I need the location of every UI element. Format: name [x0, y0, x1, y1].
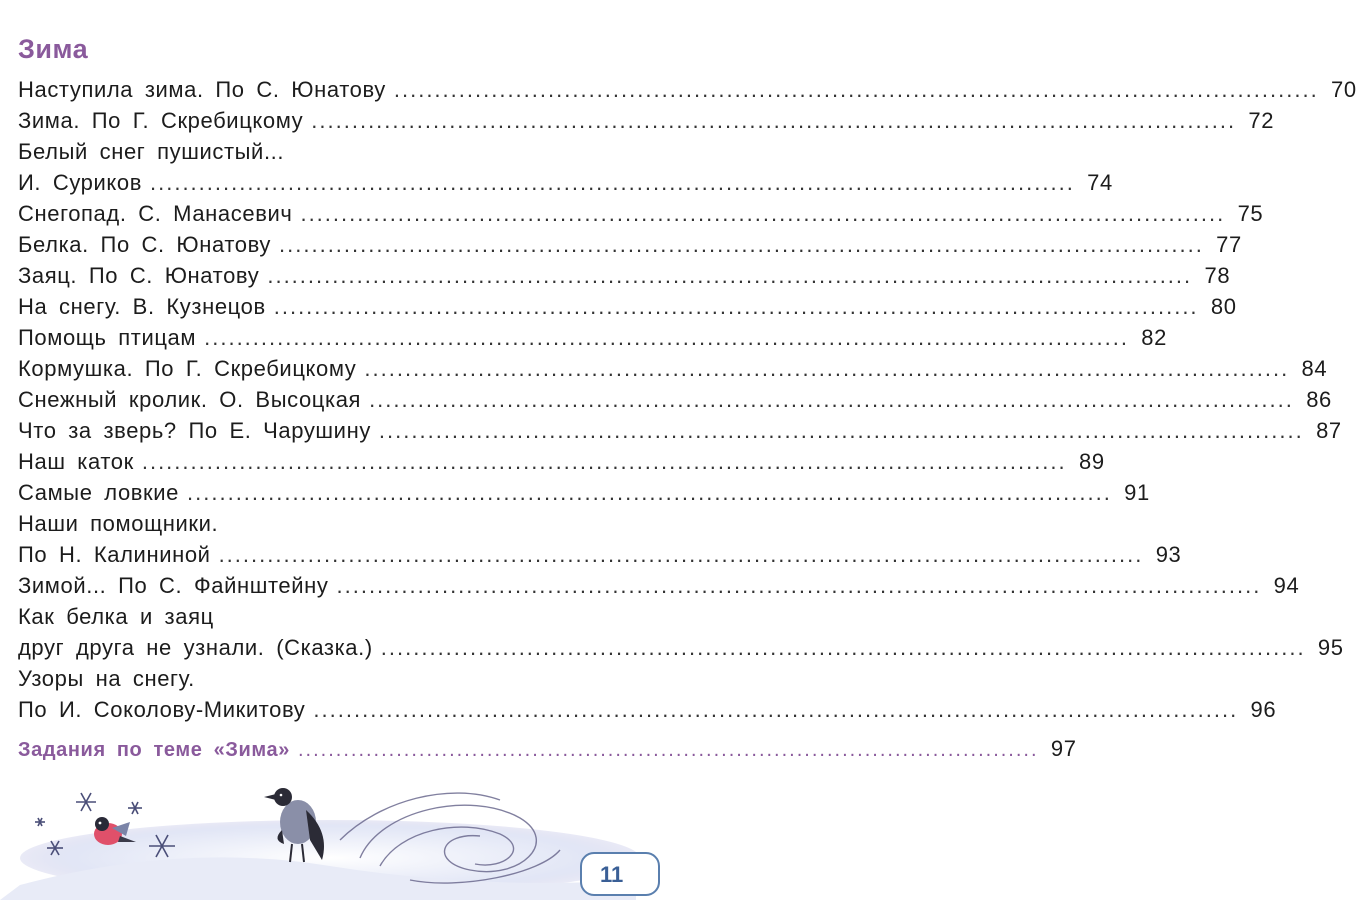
tasks-label: Задания по теме «Зима» — [18, 739, 290, 761]
dot-leader: .................................................................................................................. — [267, 263, 1193, 288]
dot-leader: .................................................................................................................. — [300, 201, 1226, 226]
toc-entry[interactable] — [18, 291, 1237, 322]
dot-leader: .................................................................................................................. — [369, 387, 1294, 412]
dot-leader: .................................................................................................. — [297, 739, 1039, 761]
toc-page-number: 75 — [1237, 201, 1264, 226]
toc-title: Кормушка. По Г. Скребицкому — [18, 356, 357, 381]
dot-leader: .................................................................................................................. — [311, 108, 1237, 133]
toc-page-number: 96 — [1250, 697, 1277, 722]
toc-entry[interactable] — [18, 198, 1264, 229]
dot-leader: .................................................................................................................. — [218, 542, 1144, 567]
dot-leader: .................................................................................................................. — [150, 170, 1075, 195]
dot-leader: .................................................................................................................. — [141, 449, 1067, 474]
toc-entry[interactable] — [18, 74, 1357, 105]
toc-title: По И. Соколову-Микитову — [18, 697, 306, 722]
toc-page-number: 95 — [1317, 635, 1344, 660]
winter-illustration — [0, 770, 636, 900]
toc-line — [18, 136, 580, 167]
toc-line — [18, 260, 1231, 291]
toc-line — [18, 570, 1300, 601]
toc-line — [18, 353, 1328, 384]
toc-page-number: 80 — [1210, 294, 1237, 319]
toc-entry[interactable] — [18, 384, 1332, 415]
toc-title: Снежный кролик. О. Высоцкая — [18, 387, 362, 412]
table-of-contents — [18, 74, 1357, 725]
toc-page-number: 86 — [1306, 387, 1332, 412]
toc-line — [18, 632, 1344, 663]
toc-page-number: 89 — [1078, 449, 1105, 474]
toc-title: Узоры на снегу. — [18, 666, 195, 691]
toc-line — [18, 167, 1113, 198]
toc-entry[interactable] — [18, 260, 1231, 291]
dot-leader: .................................................................................................................. — [378, 418, 1304, 443]
toc-title: Белка. По С. Юнатову — [18, 232, 272, 257]
toc-title: Наши помощники. — [18, 511, 219, 536]
toc-page-number: 93 — [1155, 542, 1182, 567]
toc-entry[interactable] — [18, 477, 1150, 508]
toc-line — [18, 539, 1182, 570]
toc-entry[interactable] — [18, 601, 1344, 663]
toc-entry[interactable] — [18, 322, 1167, 353]
toc-page-number: 74 — [1087, 170, 1113, 195]
toc-line — [18, 601, 580, 632]
toc-line — [18, 322, 1167, 353]
dot-leader: .................................................................................................................. — [273, 294, 1199, 319]
dot-leader: .................................................................................................................. — [336, 573, 1262, 598]
dot-leader: .................................................................................................................. — [187, 480, 1112, 505]
dot-leader: .................................................................................................................. — [279, 232, 1204, 257]
toc-line — [18, 229, 1242, 260]
dot-leader: .................................................................................................................. — [380, 635, 1306, 660]
toc-title: И. Суриков — [18, 170, 142, 195]
dot-leader: .................................................................................................................. — [204, 325, 1129, 350]
section-title: Зима — [18, 34, 89, 64]
toc-page-number: 94 — [1273, 573, 1300, 598]
toc-title: На снегу. В. Кузнецов — [18, 294, 266, 319]
toc-page-number: 84 — [1301, 356, 1328, 381]
toc-line — [18, 415, 1342, 446]
toc-title: Белый снег пушистый... — [18, 139, 285, 164]
toc-line — [18, 291, 1237, 322]
toc-title: Зимой... По С. Файнштейну — [18, 573, 329, 598]
toc-line — [18, 446, 1105, 477]
toc-line — [18, 508, 580, 539]
toc-line — [18, 477, 1150, 508]
toc-title: Зима. По Г. Скребицкому — [18, 108, 304, 133]
toc-page-number: 77 — [1216, 232, 1242, 257]
toc-line — [18, 198, 1264, 229]
toc-entry[interactable] — [18, 229, 1242, 260]
toc-title: Помощь птицам — [18, 325, 197, 350]
toc-entry[interactable] — [18, 446, 1105, 477]
toc-title: Наступила зима. По С. Юнатову — [18, 77, 386, 102]
toc-page-number: 70 — [1331, 77, 1357, 102]
toc-title: Снегопад. С. Манасевич — [18, 201, 293, 226]
tasks-entry[interactable] — [18, 733, 1077, 764]
toc-title: друг друга не узнали. (Сказка.) — [18, 635, 373, 660]
toc-entry[interactable] — [18, 353, 1328, 384]
toc-line — [18, 74, 1357, 105]
toc-title: Наш каток — [18, 449, 134, 474]
dot-leader: .................................................................................................................. — [364, 356, 1290, 381]
tasks-line — [18, 733, 1077, 764]
dot-leader: .................................................................................................................. — [313, 697, 1239, 722]
toc-title: Самые ловкие — [18, 480, 180, 505]
dot-leader: .................................................................................................................. — [393, 77, 1319, 102]
toc-line — [18, 384, 1332, 415]
toc-title: Как белка и заяц — [18, 604, 214, 629]
tasks-page-number: 97 — [1050, 736, 1077, 761]
toc-page-number: 72 — [1248, 108, 1275, 133]
page-number: 11 — [600, 862, 624, 887]
toc-line — [18, 694, 1277, 725]
toc-entry[interactable] — [18, 663, 1277, 725]
toc-page-number: 82 — [1141, 325, 1167, 350]
toc-line — [18, 105, 1275, 136]
toc-entry[interactable] — [18, 508, 1182, 570]
toc-title: Что за зверь? По Е. Чарушину — [18, 418, 371, 443]
toc-entry[interactable] — [18, 415, 1342, 446]
toc-page-number: 87 — [1316, 418, 1342, 443]
toc-entry[interactable] — [18, 136, 1113, 198]
toc-page-number: 91 — [1124, 480, 1150, 505]
toc-page-number: 78 — [1204, 263, 1231, 288]
toc-title: Заяц. По С. Юнатову — [18, 263, 260, 288]
toc-entry[interactable] — [18, 105, 1275, 136]
toc-line — [18, 663, 580, 694]
toc-entry[interactable] — [18, 570, 1300, 601]
page-number-badge — [580, 852, 660, 896]
toc-title: По Н. Калининой — [18, 542, 211, 567]
